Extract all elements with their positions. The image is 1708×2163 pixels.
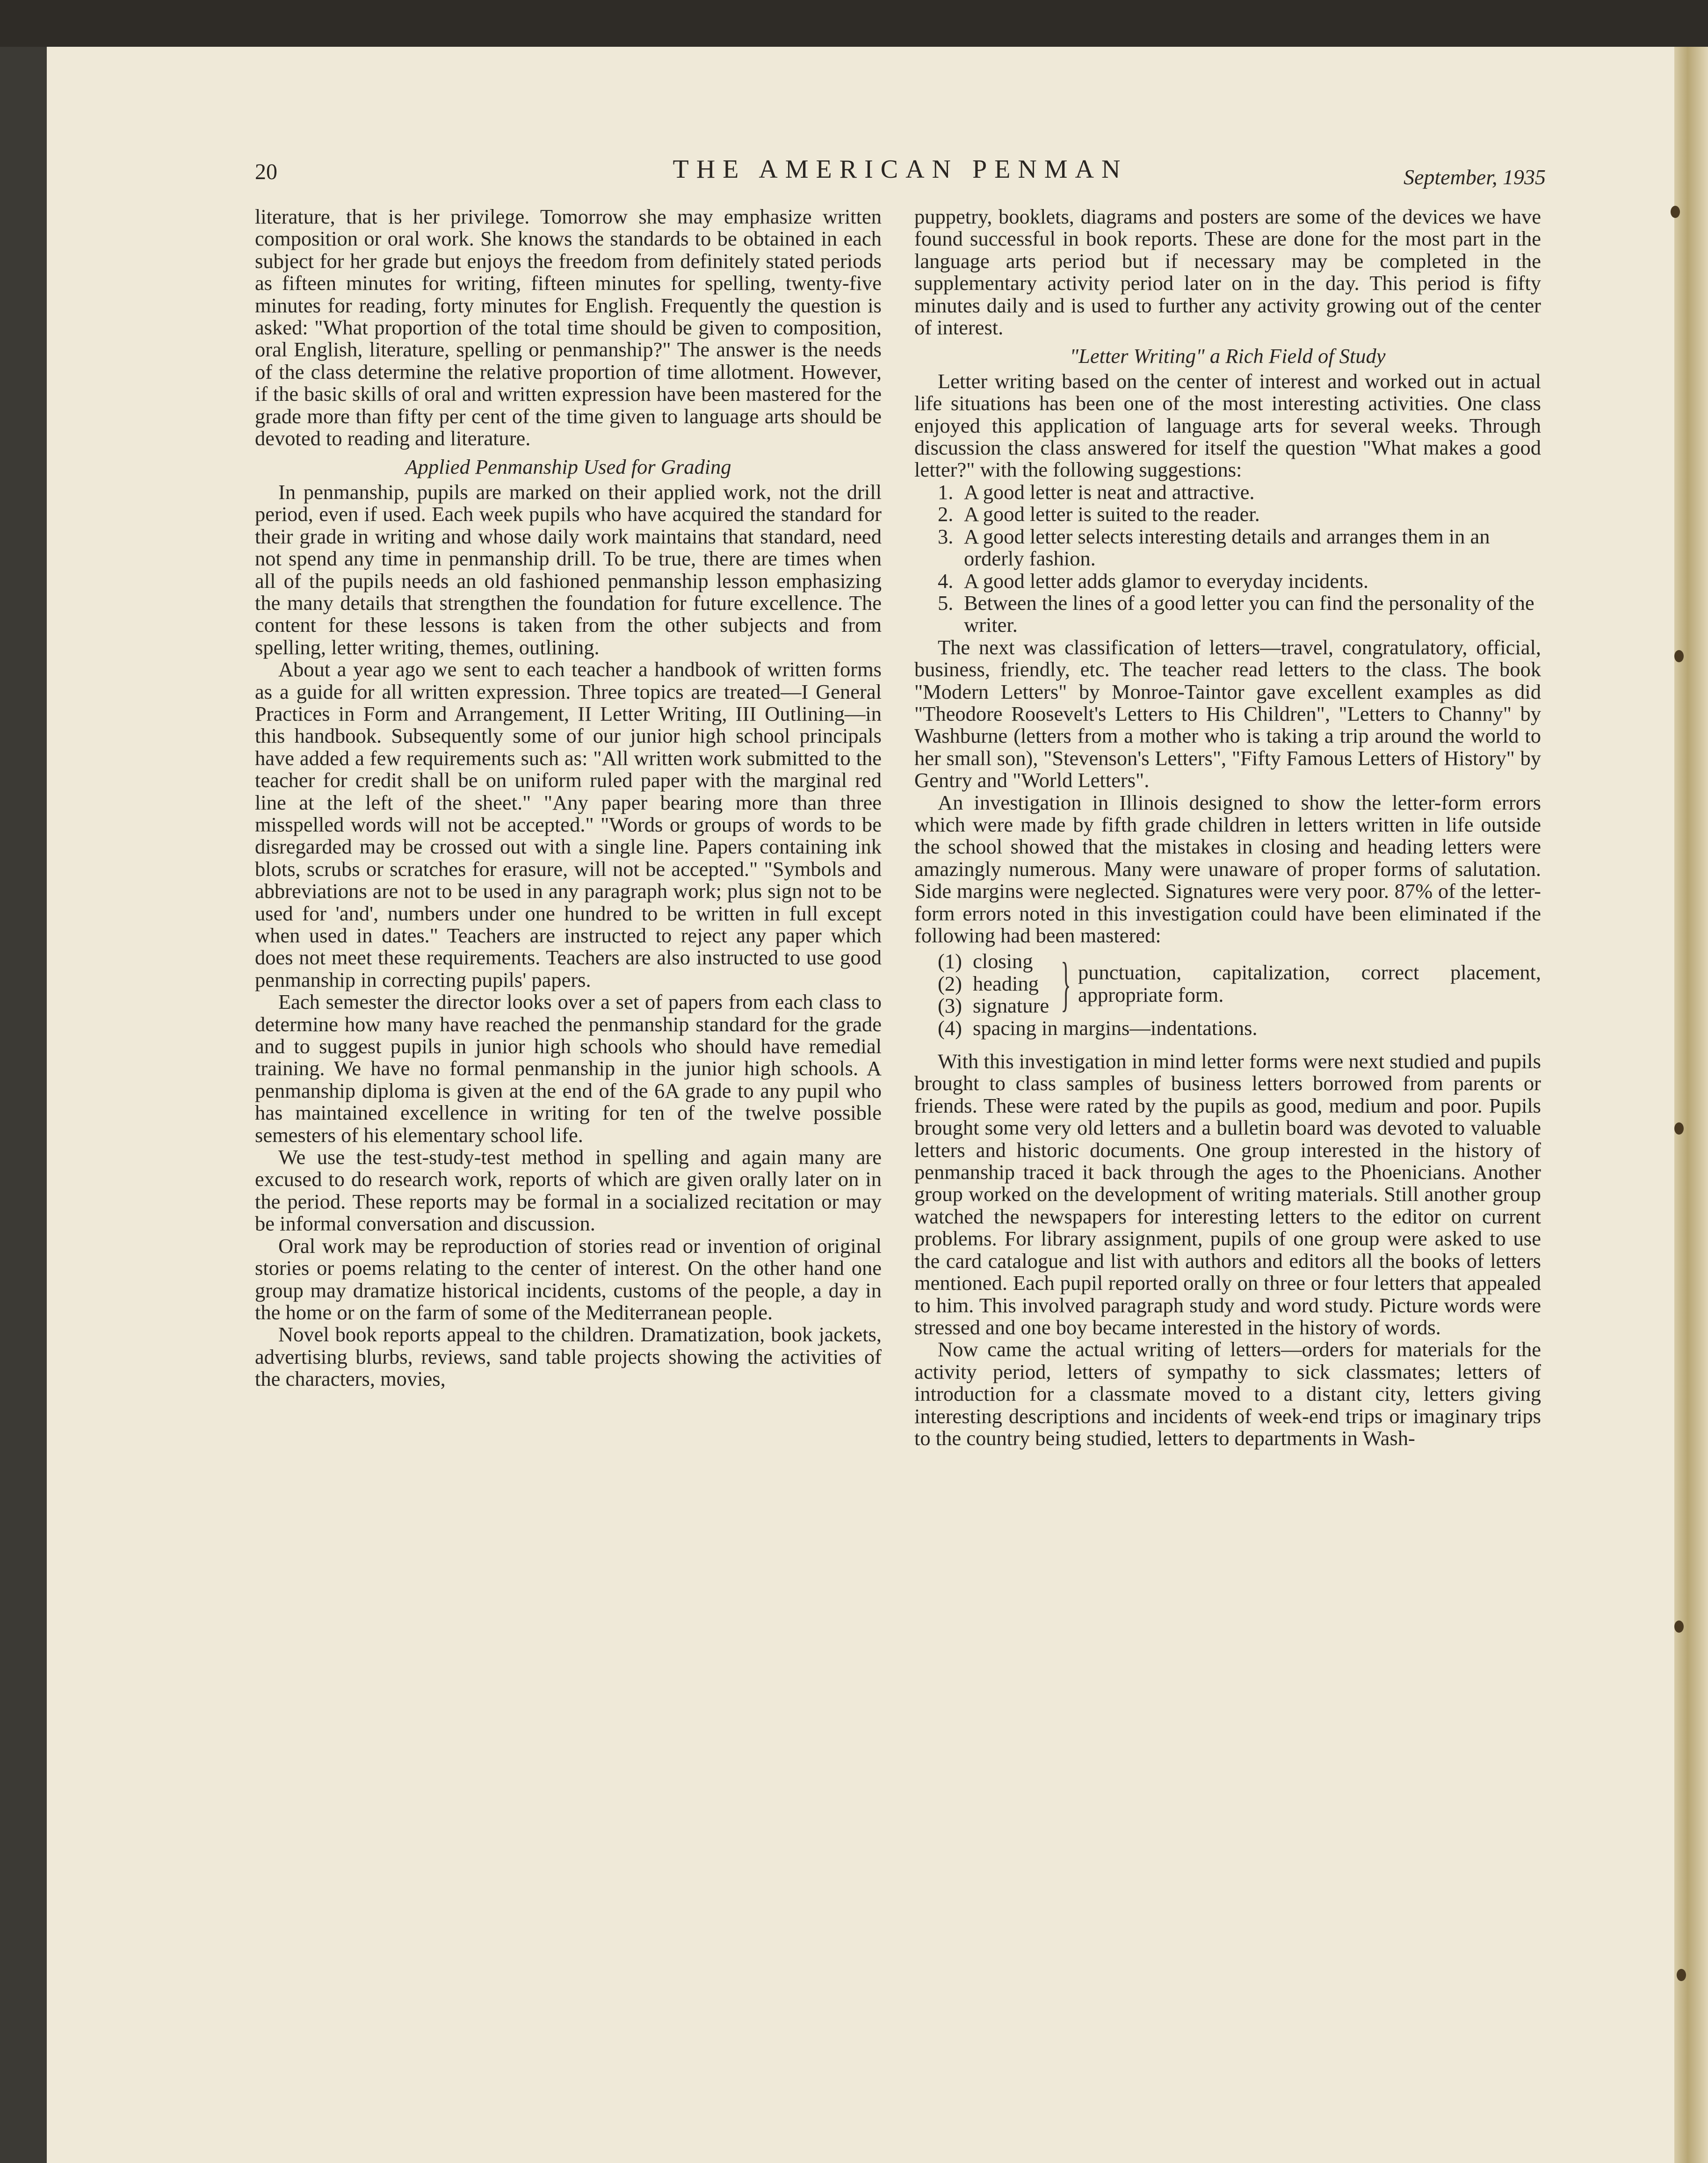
paragraph: Novel book reports appeal to the children. Dramatization, book jackets, advertising blurbs, reviews, sand table projects showing the activities of the characters, movies, (255, 1323, 882, 1391)
binding-edge (1674, 47, 1708, 2163)
left-column (255, 206, 882, 1390)
paragraph: About a year ago we sent to each teacher a handbook of written forms as a guide for all written expression. Three topics are treated—I General Practices in Form and Arrangement, II Letter Writing, III Outlining—in this handbook. Subsequently some of our junior high school principals have added a few requirements such as: "All written work submitted to the teacher for credit shall be on uniform ruled paper with the marginal red line at the left of the sheet." "Any paper bearing more than three misspelled words will not be accepted." "Words or groups of words to be disregarded may be crossed out with a single line. Papers containing ink blots, scrubs or scratches for erasure, will not be accepted." "Symbols and abbreviations are not to be used in any paragraph work; plus sign not to be used for 'and', numbers under one hundred to be written in full except when used in dates." Teachers are instructed to reject any paper which does not meet these requirements. Teachers are also instructed to use good penmanship in correcting pupils' papers. (255, 658, 882, 991)
list-item: 1. A good letter is neat and attractive. (938, 480, 1255, 504)
list-item: (1) closing (938, 949, 1033, 973)
paragraph: We use the test-study-test method in spelling and again many are excused to do research work, reports of which are given orally later on in the period. These reports may be formal in a socialized recitation or may be informal conversation and discussion. (255, 1145, 882, 1236)
issue-date: September, 1935 (1403, 165, 1546, 189)
paragraph: In penmanship, pupils are marked on their applied work, not the drill period, even if used. Each week pupils who have acquired the standard for their grade in writing and whose daily work maintains that standard, need not spend any time in penmanship drill. To be true, there are times when all of the pupils needs an old fashioned penmanship lesson emphasizing the many details that strengthen the foundation for future excellence. The content for these lessons is taken from the other subjects and from spelling, letter writing, themes, outlining. (255, 480, 882, 659)
paragraph: Oral work may be reproduction of stories read or invention of original stories or poems relating to the center of interest. On the other hand one group may dramatize historical incidents, customs of the people, a day in the home or on the farm of some of the Mediterranean people. (255, 1234, 882, 1324)
scan-background (0, 0, 1708, 47)
list-item: 3. A good letter selects interesting details and arranges them in an orderly fashion. (938, 524, 1490, 571)
braced-group (938, 950, 1541, 1017)
right-column (914, 206, 1541, 1449)
brace-annotation: punctuation, capitalization, correct placement, appropriate form. (1078, 961, 1541, 1006)
binding-mark (1677, 1969, 1686, 1981)
letter-form-errors (938, 950, 1541, 1039)
list-item: (4) spacing in margins—indentations. (938, 1016, 1258, 1040)
binding-mark (1674, 1620, 1684, 1633)
binding-mark (1671, 206, 1680, 218)
list-item: (3) signature (938, 994, 1049, 1018)
section-heading: Applied Penmanship Used for Grading (405, 455, 731, 479)
list-item: (2) heading (938, 971, 1039, 995)
binding-mark (1674, 650, 1684, 662)
list-item: 4. A good letter adds glamor to everyday incidents. (938, 569, 1369, 593)
journal-title: THE AMERICAN PENMAN (673, 155, 1128, 184)
section-heading: "Letter Writing" a Rich Field of Study (1070, 344, 1386, 368)
paragraph: Letter writing based on the center of interest and worked out in actual life situations has been one of the most interesting activities. One class enjoyed this application of language arts for several weeks. Through discussion the class answered for itself the question "What makes a good letter?" with the following suggestions: (914, 369, 1541, 482)
paragraph: Each semester the director looks over a set of papers from each class to determine how many have reached the penmanship standard for the grade and to suggest pupils in junior high schools who should have remedial training. We have no formal penmanship in the junior high schools. A penmanship diploma is given at the end of the 6A grade to any pupil who has maintained excellence in writing for ten of the twelve possible semesters of his elementary school life. (255, 990, 882, 1147)
running-header (255, 154, 1546, 192)
paragraph: With this investigation in mind letter forms were next studied and pupils brought to class samples of business letters borrowed from parents or friends. These were rated by the pupils as good, medium and poor. Pupils brought some very old letters and a bulletin board was devoted to valuable letters and historic documents. One group interested in the history of penmanship traced it back through the ages to the Phoenicians. Another group worked on the development of writing materials. Still another group watched the newspapers for interesting letters to the editor on current problems. For library assignment, pupils of one group were asked to use the card catalogue and list with authors and editors all the books of letters mentioned. Each pupil reported orally on three or four letters that appealed to him. This involved paragraph study and word study. Picture words were stressed and one boy became interested in the history of words. (914, 1049, 1541, 1339)
list-item: 2. A good letter is suited to the reader. (938, 502, 1260, 526)
paragraph: The next was classification of letters—travel, congratulatory, official, business, friendly, etc. The teacher read letters to the class. The book "Modern Letters" by Monroe-Taintor gave excellent examples as did "Theodore Roosevelt's Letters to His Children", "Letters to Channy" by Washburne (letters from a mother who is taking a trip around the world to her small son), "Stevenson's Letters", "Fifty Famous Letters of History" by Gentry and "World Letters". (914, 635, 1541, 792)
brace-glyph: } (1061, 950, 1071, 1018)
paragraph: literature, that is her privilege. Tomorrow she may emphasize written composition or oral work. She knows the standards to be obtained in each subject for her grade but enjoys the freedom from definitely stated periods as fifteen minutes for writing, fifteen minutes for spelling, twenty-five minutes for reading, forty minutes for English. Frequently the question is asked: "What proportion of the total time should be given to composition, oral English, literature, spelling or penmanship?" The answer is the needs of the class determine the relative proportion of time allotment. However, if the basic skills of oral and written expression have been mastered for the grade more than fifty per cent of the time given to language arts should be devoted to reading and literature. (255, 205, 882, 450)
paragraph: puppetry, booklets, diagrams and posters are some of the devices we have found successful in book reports. These are done for the most part in the language arts period but if necessary may be completed in the supplementary activity period later on in the day. This period is fifty minutes daily and is used to further any activity growing out of the center of interest. (914, 205, 1541, 340)
binding-mark (1674, 1122, 1684, 1135)
list-item: 5. Between the lines of a good letter you can find the personality of the writer. (938, 591, 1534, 637)
good-letter-list (914, 481, 1541, 637)
paragraph: Now came the actual writing of letters—orders for materials for the activity period, letters of sympathy to sick classmates; letters of introduction for a classmate moved to a distant city, letters giving interesting descriptions and incidents of week-end trips or imaginary trips to the country being studied, letters to departments in Wash- (914, 1338, 1541, 1450)
paragraph: An investigation in Illinois designed to show the letter-form errors which were made by fifth grade children in letters written in life outside the school showed that the mistakes in closing and heading letters were amazingly numerous. Many were unaware of proper forms of salutation. Side margins were neglected. Signatures were very poor. 87% of the letter-form errors noted in this investigation could have been eliminated if the following had been mastered: (914, 790, 1541, 947)
page-number: 20 (255, 159, 277, 184)
